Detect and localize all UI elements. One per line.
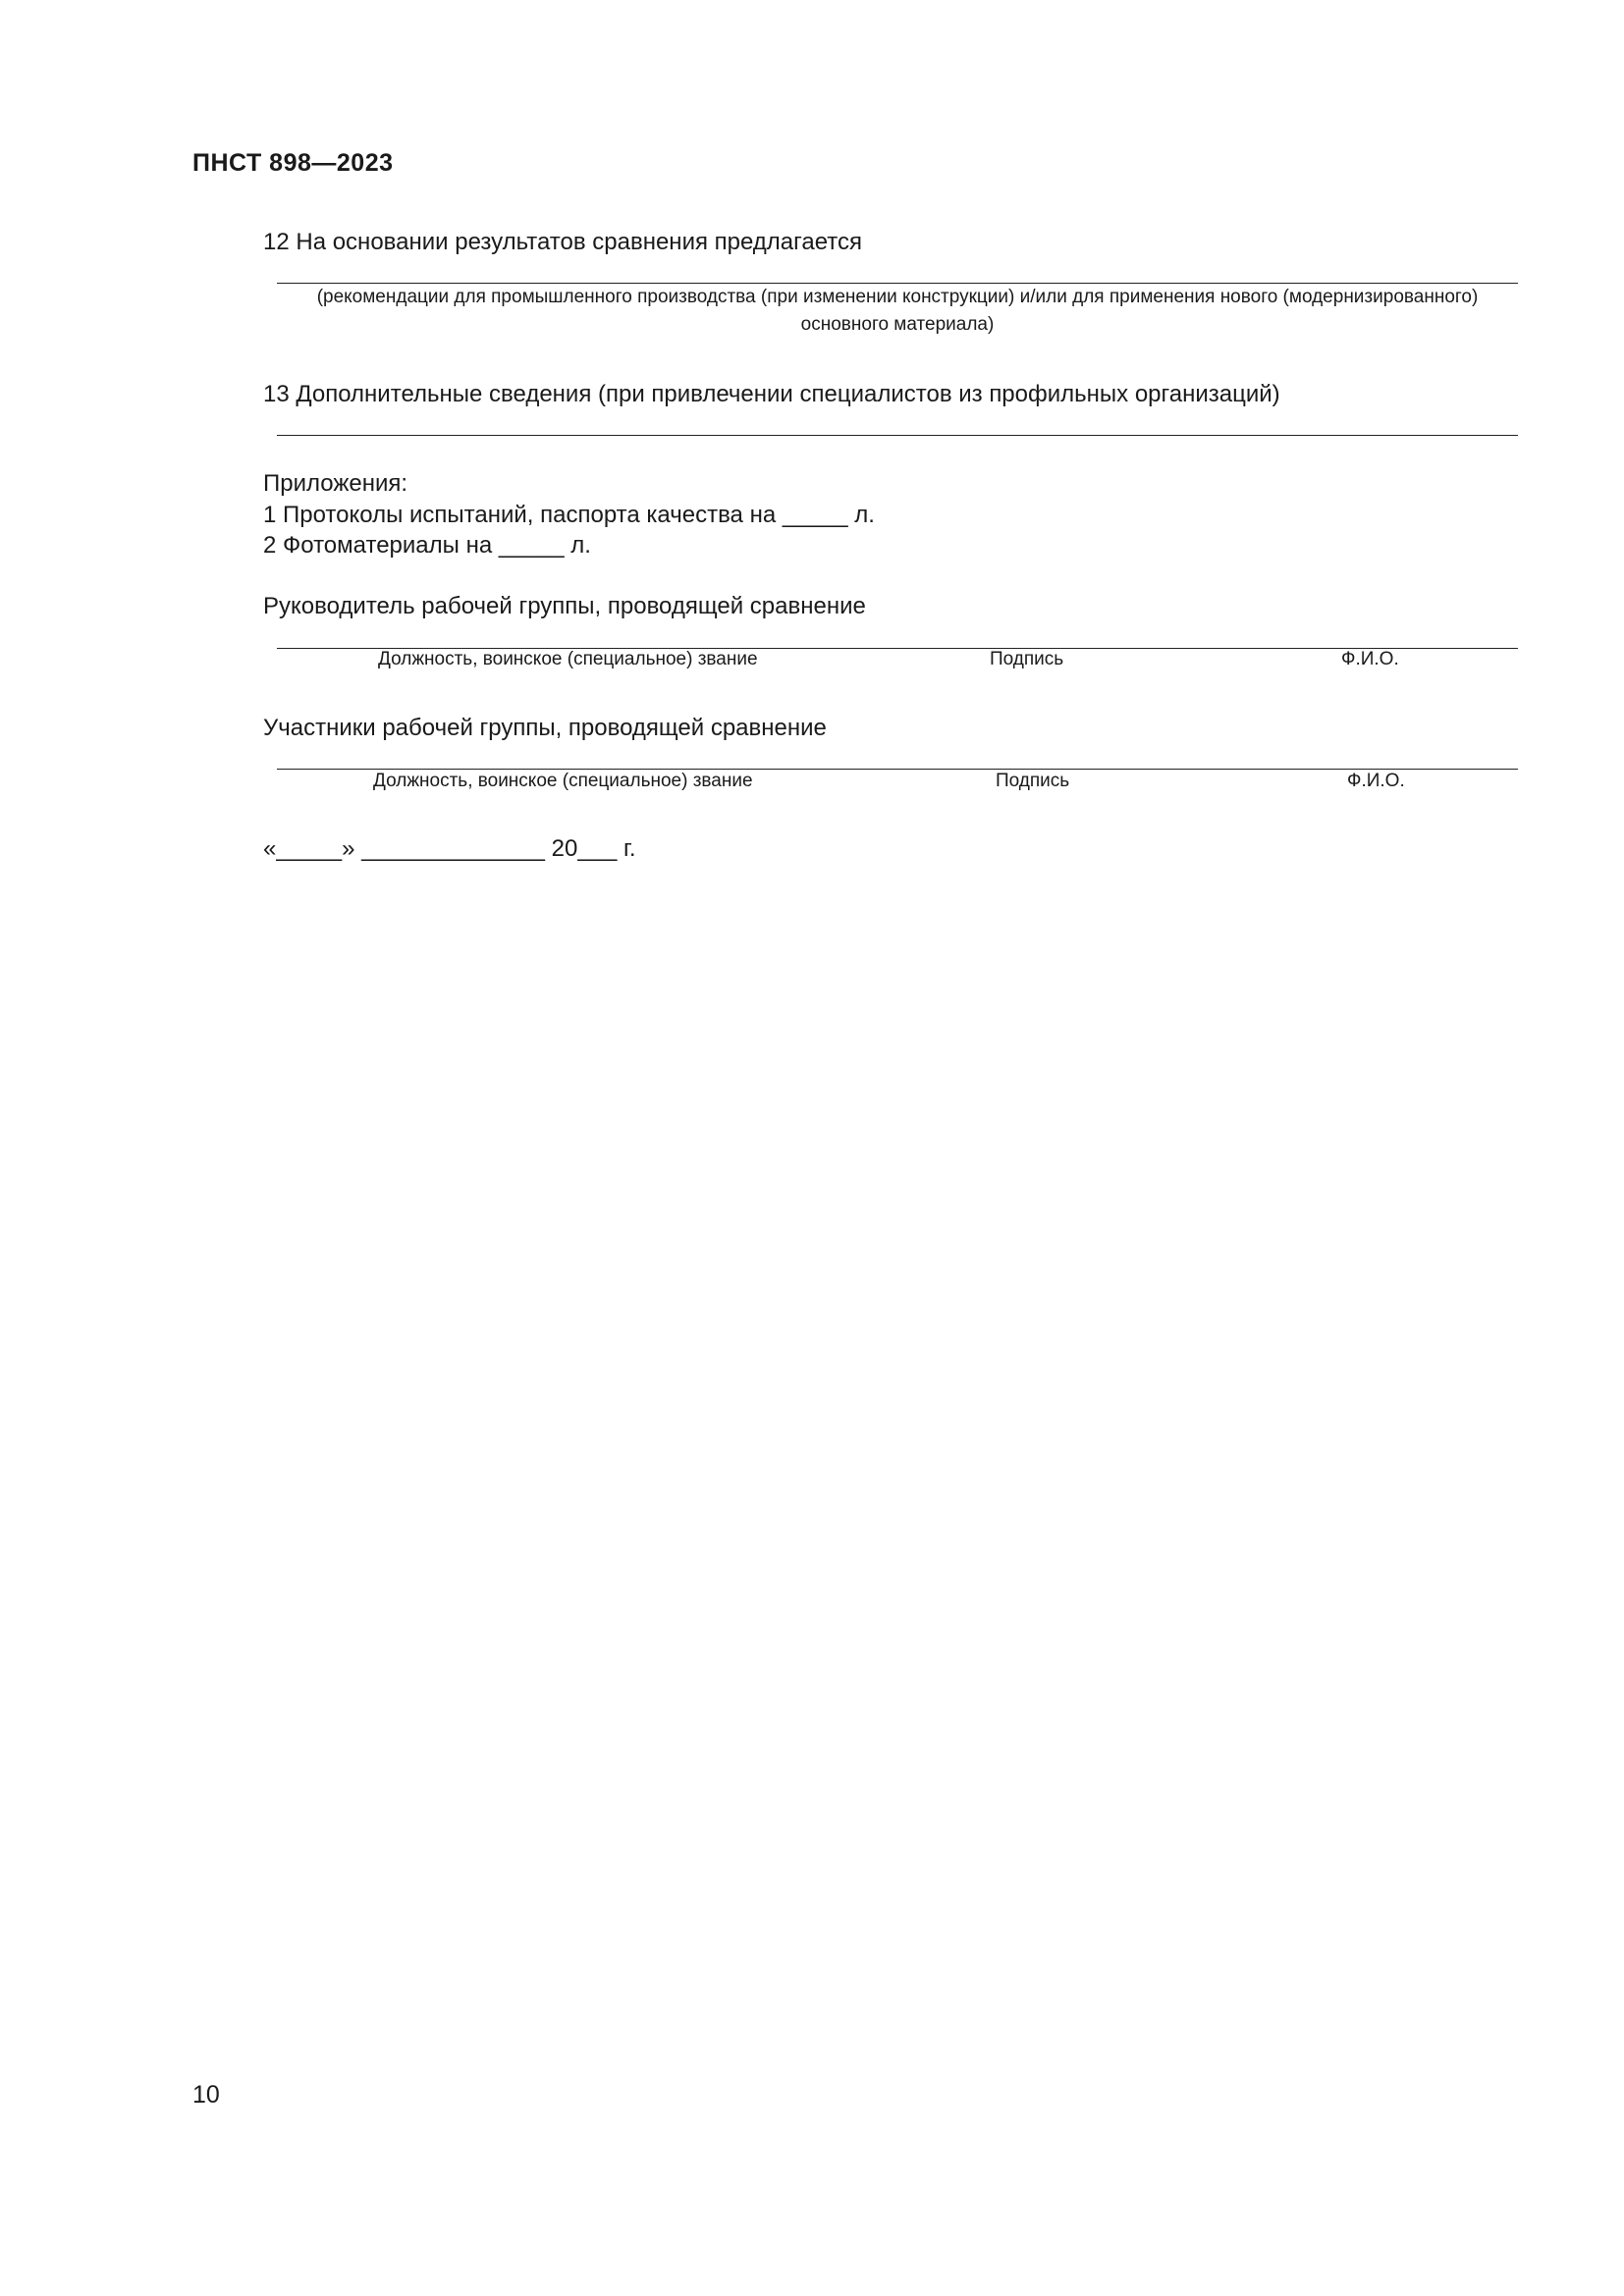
leader-signature-caption: Подпись: [990, 649, 1064, 669]
section-12-hint-line1: (рекомендации для промышленного производства (при изменении конструкции) и/или для применения нового (модернизированного): [316, 287, 1479, 307]
document-id: ПНСТ 898—2023: [192, 149, 394, 177]
leader-name-caption: Ф.И.О.: [1341, 649, 1399, 669]
members-name-caption: Ф.И.О.: [1347, 771, 1405, 791]
appendix-item-2: 2 Фотоматериалы на _____ л.: [263, 532, 591, 559]
section-12-hint-line2: основного материала): [800, 314, 995, 335]
date-line: «_____» ______________ 20___ г.: [263, 835, 636, 862]
section-13-title: 13 Дополнительные сведения (при привлечении специалистов из профильных организаций): [263, 381, 1280, 407]
members-signature-caption: Подпись: [996, 771, 1070, 791]
appendix-item-1: 1 Протоколы испытаний, паспорта качества на _____ л.: [263, 502, 875, 528]
section-12-fill-line: [277, 283, 1518, 284]
leader-position-caption: Должность, воинское (специальное) звание: [378, 649, 758, 669]
section-13-fill-line: [277, 435, 1518, 436]
section-12-title: 12 На основании результатов сравнения предлагается: [263, 229, 862, 255]
leader-title: Руководитель рабочей группы, проводящей сравнение: [263, 593, 866, 619]
page-number: 10: [192, 2081, 220, 2109]
members-title: Участники рабочей группы, проводящей сравнение: [263, 715, 827, 741]
appendices-heading: Приложения:: [263, 470, 408, 497]
members-position-caption: Должность, воинское (специальное) звание: [373, 771, 753, 791]
